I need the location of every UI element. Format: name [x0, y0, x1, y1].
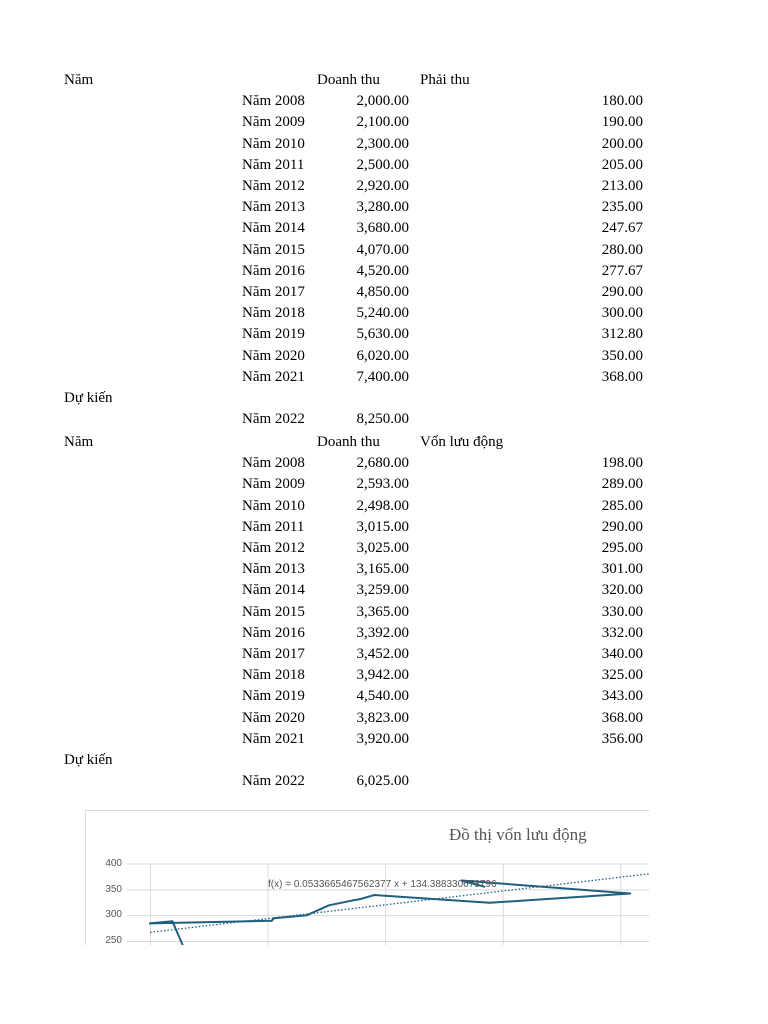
row-revenue: 3,452.00	[356, 646, 409, 662]
row-revenue: 3,920.00	[356, 730, 409, 747]
row-revenue: 4,850.00	[356, 284, 409, 300]
row-revenue: 2,920.00	[356, 178, 409, 194]
row-year: Năm 2011	[242, 156, 305, 173]
row-year: Năm 2008	[242, 455, 305, 472]
row-year: Năm 2016	[242, 262, 305, 279]
row-revenue: 3,015.00	[356, 518, 409, 535]
row-revenue: 2,300.00	[356, 135, 409, 152]
data-point	[489, 902, 491, 904]
row-value: 289.00	[601, 476, 643, 493]
row-year: Năm 2015	[242, 241, 305, 258]
row-revenue: 3,165.00	[356, 561, 409, 578]
row-revenue: 4,070.00	[356, 241, 409, 258]
row-year: Năm 2021	[242, 730, 305, 747]
row-value: 332.00	[601, 624, 643, 641]
row-year: Năm 2019	[242, 326, 305, 343]
row-revenue: 3,259.00	[356, 582, 409, 599]
row-value: 235.00	[601, 199, 643, 216]
header-value: Vốn lưu động	[420, 434, 504, 450]
row-value: 213.00	[601, 178, 643, 194]
row-value: 198.00	[601, 455, 643, 472]
header-revenue: Doanh thu	[317, 72, 380, 88]
row-value: 350.00	[601, 347, 643, 364]
row-year: Năm 2021	[242, 368, 305, 385]
row-revenue: 3,680.00	[356, 220, 409, 237]
row-year: Năm 2010	[242, 497, 305, 514]
data-point	[306, 914, 308, 916]
row-value: 205.00	[601, 156, 643, 173]
row-revenue: 3,942.00	[356, 667, 409, 684]
data-point	[629, 892, 631, 894]
header-year: Năm	[64, 72, 94, 88]
row-revenue: 2,680.00	[356, 455, 409, 472]
row-year: Năm 2012	[242, 540, 305, 556]
row-revenue: 3,823.00	[356, 709, 409, 726]
row-year: Năm 2009	[242, 114, 305, 131]
row-value: 320.00	[601, 582, 643, 599]
row-year: Năm 2018	[242, 305, 305, 322]
row-revenue: 4,520.00	[356, 262, 409, 279]
row-revenue: 5,240.00	[356, 305, 409, 322]
row-year: Năm 2020	[242, 347, 305, 364]
trendline-formula: f(x) = 0.0533665467562377 x + 134.388330673796	[268, 879, 497, 890]
row-year: Năm 2013	[242, 199, 305, 216]
y-tick-300: 300	[105, 909, 122, 920]
chart-title: Đồ thị vốn lưu động	[449, 825, 587, 844]
row-value: 300.00	[601, 305, 643, 322]
row-revenue: 2,498.00	[356, 497, 409, 514]
row-year: Năm 2009	[242, 476, 305, 493]
row-value: 290.00	[601, 284, 643, 300]
data-point	[171, 920, 173, 922]
row-value: 190.00	[601, 114, 643, 131]
y-tick-400: 400	[105, 858, 122, 869]
row-year: Năm 2020	[242, 709, 305, 726]
working-capital-chart	[85, 810, 649, 945]
data-point	[149, 922, 151, 924]
header-year: Năm	[64, 434, 94, 450]
row-value: 277.67	[601, 262, 643, 279]
forecast-label: Dự kiến	[64, 752, 113, 768]
forecast-year: Năm 2022	[242, 773, 305, 790]
row-year: Năm 2018	[242, 667, 305, 684]
row-revenue: 3,392.00	[356, 624, 409, 641]
row-revenue: 5,630.00	[356, 326, 409, 343]
forecast-year: Năm 2022	[242, 411, 305, 428]
row-value: 180.00	[601, 93, 643, 110]
row-value: 343.00	[601, 688, 643, 705]
row-year: Năm 2017	[242, 284, 305, 300]
row-value: 325.00	[601, 667, 643, 684]
row-revenue: 2,000.00	[356, 93, 409, 110]
row-value: 312.80	[601, 326, 643, 343]
forecast-revenue: 8,250.00	[356, 411, 409, 428]
row-year: Năm 2014	[242, 582, 305, 599]
row-year: Năm 2010	[242, 135, 305, 152]
y-tick-350: 350	[105, 884, 122, 895]
row-year: Năm 2019	[242, 688, 305, 705]
row-value: 368.00	[601, 368, 643, 385]
row-value: 200.00	[601, 135, 643, 152]
data-point	[273, 917, 275, 919]
row-revenue: 3,025.00	[356, 540, 409, 556]
row-revenue: 3,280.00	[356, 199, 409, 216]
row-value: 356.00	[601, 730, 643, 747]
row-value: 280.00	[601, 241, 643, 258]
row-value: 285.00	[601, 497, 643, 514]
forecast-label: Dự kiến	[64, 390, 113, 406]
row-value: 247.67	[601, 220, 643, 237]
row-value: 290.00	[601, 518, 643, 535]
row-year: Năm 2017	[242, 646, 305, 662]
row-year: Năm 2012	[242, 178, 305, 194]
row-year: Năm 2015	[242, 603, 305, 620]
row-year: Năm 2014	[242, 220, 305, 237]
row-revenue: 6,020.00	[356, 347, 409, 364]
row-revenue: 2,500.00	[356, 156, 409, 173]
data-point	[359, 898, 361, 900]
row-value: 368.00	[601, 709, 643, 726]
row-revenue: 2,593.00	[356, 476, 409, 493]
data-point	[373, 894, 375, 896]
row-value: 295.00	[601, 540, 643, 556]
row-year: Năm 2011	[242, 518, 305, 535]
header-revenue: Doanh thu	[317, 434, 380, 450]
data-point	[353, 899, 355, 901]
row-revenue: 7,400.00	[356, 368, 409, 385]
row-year: Năm 2016	[242, 624, 305, 641]
row-year: Năm 2008	[242, 93, 305, 110]
data-point	[271, 920, 273, 922]
row-year: Năm 2013	[242, 561, 305, 578]
row-revenue: 2,100.00	[356, 114, 409, 131]
data-point	[328, 904, 330, 906]
y-tick-250: 250	[105, 935, 122, 945]
header-value: Phải thu	[420, 72, 470, 88]
row-revenue: 3,365.00	[356, 603, 409, 620]
row-value: 330.00	[601, 603, 643, 620]
forecast-revenue: 6,025.00	[356, 773, 409, 790]
row-revenue: 4,540.00	[356, 688, 409, 705]
row-value: 301.00	[601, 561, 643, 578]
row-value: 340.00	[601, 646, 643, 662]
